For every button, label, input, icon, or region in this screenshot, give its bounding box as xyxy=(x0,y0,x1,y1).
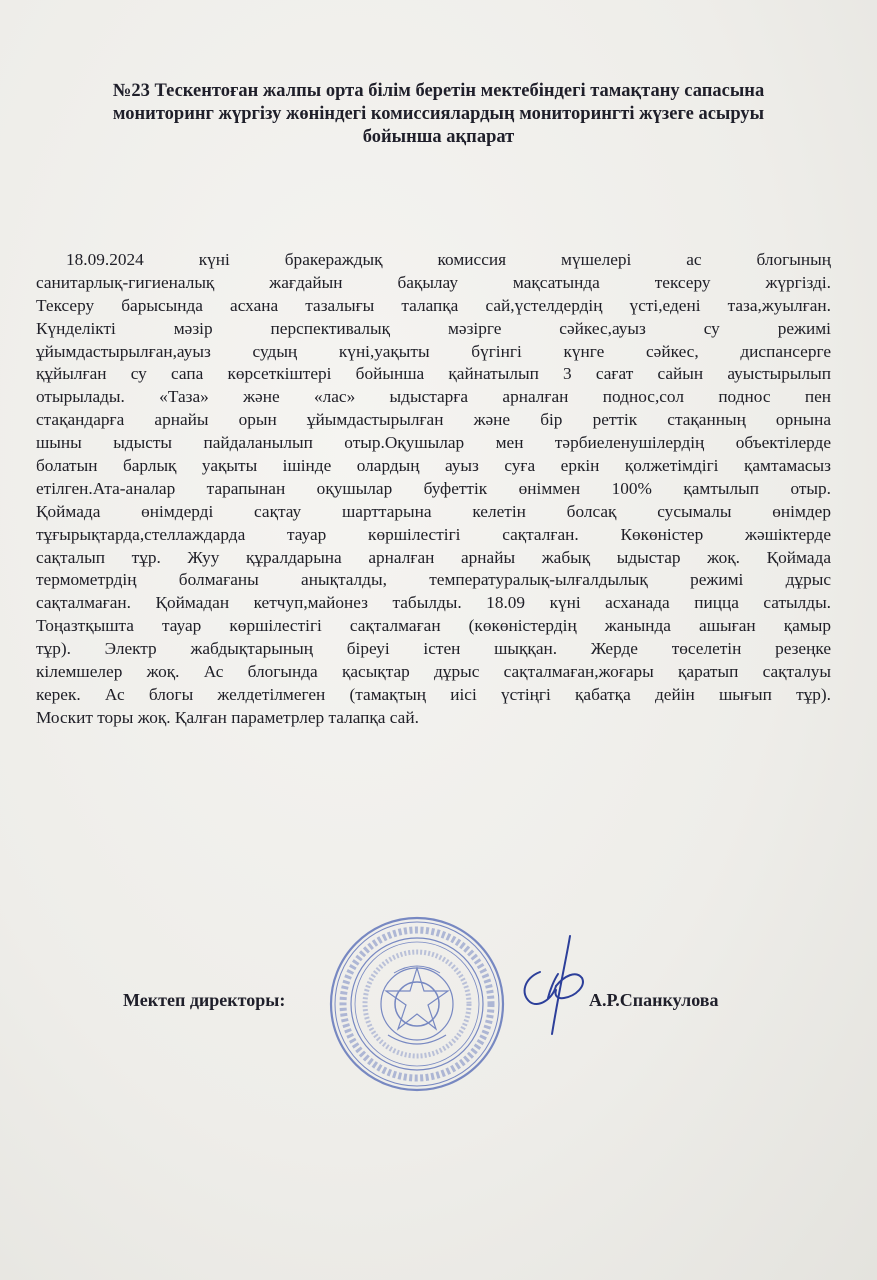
handwritten-signature-icon xyxy=(510,930,590,1040)
body-line: отырылады. «Таза» және «лас» ыдыстарға арналған поднос,сол поднос пен xyxy=(36,387,831,407)
body-line: болатын барлық уақыты ішінде олардың ауыз суға еркін қолжетімдігі қамтамасыз xyxy=(36,456,831,476)
title-line-3: бойынша ақпарат xyxy=(362,127,515,147)
body-line: термометрдің болмағаны анықталды, температуралық-ылғалдылық режимі дұрыс xyxy=(36,570,831,590)
official-stamp-icon xyxy=(328,915,506,1093)
body-line: тұр). Электр жабдықтарының біреуі істен шыққан. Жерде төселетін резеңке xyxy=(36,639,831,659)
body-line: құйылған су сапа көрсеткіштері бойынша қайнатылып 3 сағат сайын ауыстырылып xyxy=(36,364,831,384)
director-name: А.Р.Спанкулова xyxy=(589,990,719,1010)
document-title xyxy=(36,80,841,149)
body-line: 18.09.2024 күні бракераждық комиссия мүшелері ас блогының xyxy=(66,250,831,269)
title-line-1: №23 Тескентоған жалпы орта білім беретін мектебіндегі тамақтану сапасына xyxy=(112,81,765,101)
body-line: сақталып тұр. Жуу құралдарына арналған арнайы жабық ыдыстар жоқ. Қоймада xyxy=(36,547,831,567)
body-line: шыны ыдысты пайдаланылып отыр.Оқушылар мен тәрбиеленушілердің объектілерде xyxy=(36,433,831,453)
title-line-2: мониторинг жүргізу жөніндегі комиссиялардың мониторингті жүзеге асыруы xyxy=(112,104,765,124)
body-line: Күнделікті мәзір перспективалық мәзірге сәйкес,ауыз су режимі xyxy=(36,318,831,338)
document-body xyxy=(36,249,831,730)
body-line: етілген.Ата-аналар тарапынан оқушылар буфеттік өніммен 100% қамтылып отыр. xyxy=(36,478,831,498)
body-line: Қоймада өнімдерді сақтау шарттарына келетін болсақ сусымалы өнімдер xyxy=(36,501,831,521)
body-line: санитарлық-гигиеналық жағдайын бақылау мақсатында тексеру жүргізді. xyxy=(36,272,831,292)
body-line: Москит торы жоқ. Қалған параметрлер талапқа сай. xyxy=(36,707,419,727)
body-line: Тоңазтқышта тауар көршілестігі сақталмаған (көкөністердің жанында ашыған қамыр xyxy=(36,616,831,636)
body-line: керек. Ас блогы желдетілмеген (тамақтың иісі үстіңгі қабатқа дейін шығып тұр). xyxy=(36,684,831,704)
body-line: Тексеру барысында асхана тазалығы талапқа сай,үстелдердің үсті,едені таза,жуылған. xyxy=(36,295,831,315)
body-line: кілемшелер жоқ. Ас блогында қасықтар дұрыс сақталмаған,жоғары қаратып сақталуы xyxy=(36,662,831,682)
body-line: тұғырықтарда,стеллаждарда тауар көршілестігі сақталған. Көкөністер жәшіктерде xyxy=(36,524,831,544)
director-role-label: Мектеп директоры: xyxy=(123,990,286,1010)
body-line: стақандарға арнайы орын ұйымдастырылған және бір реттік стақанның орнына xyxy=(36,410,831,430)
body-line: ұйымдастырылған,ауыз судың күні,уақыты бүгінгі күнге сәйкес, диспансерге xyxy=(36,341,831,361)
body-line: сақталмаған. Қоймадан кетчуп,майонез табылды. 18.09 күні асханада пицца сатылды. xyxy=(36,593,831,613)
